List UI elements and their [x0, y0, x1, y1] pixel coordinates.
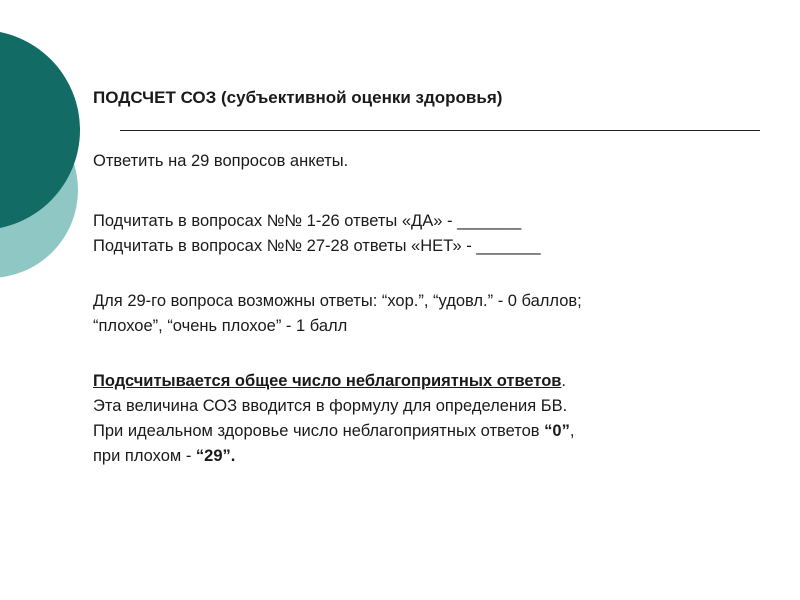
ideal-value: “0”	[544, 422, 570, 440]
summary-line	[93, 370, 566, 392]
ideal-health-text: При идеальном здоровье число неблагоприятных ответов	[93, 422, 545, 440]
title-divider	[120, 130, 760, 131]
bad-value: “29”	[195, 447, 231, 465]
question-29-line-2: “плохое”, “очень плохое” - 1 балл	[93, 317, 348, 335]
count-yes-text: Подчитать в вопросах №№ 1-26 ответы «ДА» - _______	[93, 212, 522, 230]
answer-questions-text: Ответить на 29 вопросов анкеты.	[93, 152, 349, 170]
count-no-text: Подчитать в вопросах №№ 27-28 ответы «НЕТ» - _______	[93, 237, 541, 255]
summary-period: .	[561, 372, 567, 390]
ideal-health-line	[93, 420, 574, 442]
bad-suffix: .	[230, 447, 236, 465]
question-29-line-1: Для 29-го вопроса возможны ответы: “хор.”, “удовл.” - 0 баллов;	[93, 292, 582, 310]
summary-emphasis: Подсчитывается общее число неблагоприятных ответов	[93, 372, 562, 390]
ideal-suffix: ,	[569, 422, 575, 440]
slide-title: ПОДСЧЕТ СОЗ (субъективной оценки здоровья)	[93, 88, 503, 107]
bad-health-text: при плохом -	[93, 447, 196, 465]
bad-health-line	[93, 445, 235, 467]
formula-text: Эта величина СОЗ вводится в формулу для определения БВ.	[93, 397, 568, 415]
